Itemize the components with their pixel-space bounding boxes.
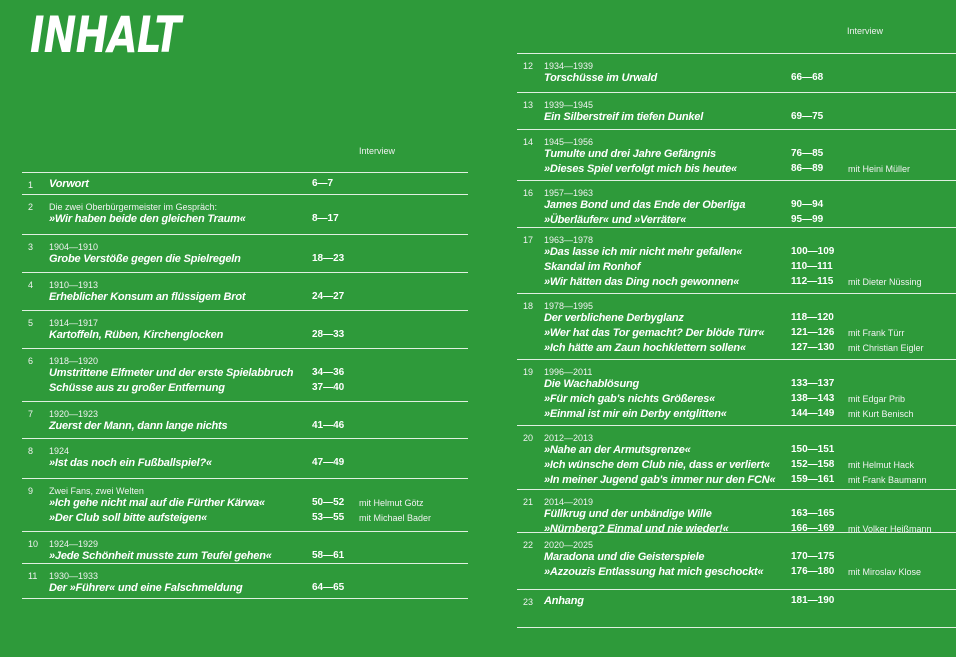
chapter-title[interactable]: Anhang bbox=[544, 595, 584, 607]
chapter-title[interactable]: Ein Silberstreif im tiefen Dunkel bbox=[544, 111, 704, 123]
chapter-period: Die zwei Oberbürgermeister im Gespräch: bbox=[49, 202, 218, 212]
chapter-title[interactable]: »Azzouzis Entlassung hat mich geschockt« bbox=[544, 566, 764, 578]
chapter-period: 1945—1956 bbox=[544, 137, 594, 147]
toc-line[interactable] bbox=[22, 550, 468, 564]
chapter-number: 8 bbox=[28, 446, 34, 456]
page-range: 34—36 bbox=[312, 367, 345, 378]
chapter-number: 18 bbox=[523, 301, 534, 311]
page-range: 159—161 bbox=[791, 474, 835, 485]
chapter-title[interactable]: Füllkrug und der unbändige Wille bbox=[544, 508, 712, 520]
toc-column-left bbox=[22, 172, 468, 592]
chapter-title[interactable]: Torschüsse im Urwald bbox=[544, 72, 657, 84]
toc-line[interactable] bbox=[22, 382, 468, 396]
page-range: 127—130 bbox=[791, 342, 835, 353]
chapter-title[interactable]: Erheblicher Konsum an flüssigem Brot bbox=[49, 291, 246, 303]
interview-partner: mit Miroslav Klose bbox=[848, 567, 922, 577]
toc-entry bbox=[517, 227, 956, 293]
toc-line[interactable] bbox=[517, 508, 956, 522]
interview-partner: mit Volker Heißmann bbox=[848, 524, 932, 534]
chapter-title[interactable]: Schüsse aus zu großer Entfernung bbox=[49, 382, 225, 394]
chapter-number: 1 bbox=[28, 180, 34, 190]
chapter-title[interactable]: »In meiner Jugend gab's immer nur den FCN« bbox=[544, 474, 776, 486]
chapter-number: 22 bbox=[523, 540, 534, 550]
chapter-number: 3 bbox=[28, 242, 34, 252]
toc-entry bbox=[517, 489, 956, 535]
interview-partner: mit Helmut Hack bbox=[848, 460, 915, 470]
chapter-title[interactable]: James Bond und das Ende der Oberliga bbox=[544, 199, 746, 211]
toc-entry bbox=[517, 53, 956, 92]
chapter-period: 1996—2011 bbox=[544, 367, 593, 377]
page-range: 76—85 bbox=[791, 148, 824, 159]
chapter-title[interactable]: »Nürnberg? Einmal und nie wieder!« bbox=[544, 523, 729, 535]
page-range: 163—165 bbox=[791, 508, 835, 519]
chapter-title[interactable]: Zuerst der Mann, dann lange nichts bbox=[49, 420, 228, 432]
interview-partner: mit Michael Bader bbox=[359, 513, 432, 523]
toc-line[interactable] bbox=[517, 459, 956, 473]
interview-partner: mit Kurt Benisch bbox=[848, 409, 914, 419]
toc-line[interactable] bbox=[22, 178, 468, 192]
interview-partner: mit Heini Müller bbox=[848, 164, 911, 174]
toc-line[interactable] bbox=[517, 163, 956, 177]
chapter-title[interactable]: »Dieses Spiel verfolgt mich bis heute« bbox=[544, 163, 737, 175]
toc-entry bbox=[22, 563, 468, 592]
chapter-period: 1920—1923 bbox=[49, 409, 99, 419]
toc-column-right bbox=[517, 53, 956, 609]
chapter-number: 16 bbox=[523, 188, 534, 198]
toc-entry bbox=[22, 234, 468, 272]
chapter-period: 1978—1995 bbox=[544, 301, 594, 311]
interview-partner: mit Dieter Nüssing bbox=[848, 277, 922, 287]
toc-line[interactable] bbox=[517, 393, 956, 407]
chapter-title[interactable]: Kartoffeln, Rüben, Kirchenglocken bbox=[49, 329, 224, 341]
chapter-period: 1934—1939 bbox=[544, 61, 594, 71]
page-range: 18—23 bbox=[312, 253, 345, 264]
interview-partner: mit Helmut Götz bbox=[359, 498, 424, 508]
page-range: 112—115 bbox=[791, 276, 834, 287]
divider bbox=[517, 627, 956, 628]
page-range: 8—17 bbox=[312, 213, 339, 224]
chapter-title[interactable]: Maradona und die Geisterspiele bbox=[544, 551, 705, 563]
toc-line[interactable] bbox=[22, 253, 468, 267]
chapter-period: 1924—1929 bbox=[49, 539, 99, 549]
toc-line[interactable] bbox=[517, 327, 956, 341]
chapter-title[interactable]: »Jede Schönheit musste zum Teufel gehen« bbox=[49, 550, 272, 562]
toc-line[interactable] bbox=[22, 367, 468, 381]
chapter-number: 21 bbox=[523, 497, 534, 507]
chapter-title[interactable]: »Der Club soll bitte aufsteigen« bbox=[49, 512, 208, 524]
interview-partner: mit Edgar Prib bbox=[848, 394, 906, 404]
chapter-title[interactable]: »Wir haben beide den gleichen Traum« bbox=[49, 213, 246, 225]
toc-line[interactable] bbox=[517, 246, 956, 260]
page-range: 118—120 bbox=[791, 312, 834, 323]
toc-entry bbox=[22, 172, 468, 194]
toc-line[interactable] bbox=[517, 474, 956, 488]
toc-line[interactable] bbox=[517, 378, 956, 392]
toc-entry bbox=[22, 272, 468, 310]
toc-line[interactable] bbox=[517, 342, 956, 356]
chapter-title[interactable]: »Überläufer« und »Verräter« bbox=[544, 214, 687, 226]
chapter-title[interactable]: »Das lasse ich mir nicht mehr gefallen« bbox=[544, 246, 743, 258]
interview-partner: mit Frank Türr bbox=[848, 328, 905, 338]
page-range: 144—149 bbox=[791, 408, 835, 419]
chapter-number: 4 bbox=[28, 280, 34, 290]
page-range: 28—33 bbox=[312, 329, 345, 340]
page-range: 69—75 bbox=[791, 111, 824, 122]
toc-entry bbox=[22, 310, 468, 348]
chapter-period: 1914—1917 bbox=[49, 318, 99, 328]
chapter-title[interactable]: »Wir hätten das Ding noch gewonnen« bbox=[544, 276, 740, 288]
page-range: 176—180 bbox=[791, 566, 835, 577]
chapter-title[interactable]: Vorwort bbox=[49, 178, 89, 190]
chapter-title[interactable]: Der »Führer« und eine Falschmeldung bbox=[49, 582, 243, 594]
chapter-number: 19 bbox=[523, 367, 534, 377]
toc-entry bbox=[22, 348, 468, 401]
toc-line[interactable] bbox=[517, 276, 956, 290]
chapter-number: 14 bbox=[523, 137, 534, 147]
toc-line[interactable] bbox=[517, 444, 956, 458]
page-range: 150—151 bbox=[791, 444, 835, 455]
toc-line[interactable] bbox=[517, 551, 956, 565]
toc-line[interactable] bbox=[517, 595, 956, 609]
interview-partner: mit Christian Eigler bbox=[848, 343, 924, 353]
chapter-number: 20 bbox=[523, 433, 534, 443]
chapter-number: 5 bbox=[28, 318, 34, 328]
chapter-period: 2014—2019 bbox=[544, 497, 594, 507]
page-range: 138—143 bbox=[791, 393, 835, 404]
chapter-title[interactable]: »Einmal ist mir ein Derby entglitten« bbox=[544, 408, 727, 420]
page-range: 41—46 bbox=[312, 420, 345, 431]
chapter-number: 11 bbox=[28, 571, 38, 581]
toc-line[interactable] bbox=[22, 329, 468, 343]
toc-entry bbox=[517, 425, 956, 489]
page-range: 47—49 bbox=[312, 457, 345, 468]
toc-line[interactable] bbox=[517, 214, 956, 228]
chapter-period: Zwei Fans, zwei Welten bbox=[49, 486, 144, 496]
page-range: 170—175 bbox=[791, 551, 835, 562]
toc-entry bbox=[517, 532, 956, 589]
toc-line[interactable] bbox=[517, 566, 956, 580]
page-range: 50—52 bbox=[312, 497, 345, 508]
toc-line[interactable] bbox=[517, 312, 956, 326]
page-range: 37—40 bbox=[312, 382, 345, 393]
page-title: INHALT bbox=[30, 6, 181, 64]
chapter-period: 1918—1920 bbox=[49, 356, 99, 366]
toc-entry bbox=[22, 194, 468, 234]
toc-line[interactable] bbox=[22, 497, 468, 511]
toc-entry bbox=[517, 293, 956, 359]
chapter-title[interactable]: »Für mich gab's nichts Größeres« bbox=[544, 393, 716, 405]
chapter-number: 2 bbox=[28, 202, 34, 212]
chapter-number: 13 bbox=[523, 100, 534, 110]
chapter-title[interactable]: Skandal im Ronhof bbox=[544, 261, 641, 273]
toc-entry bbox=[517, 92, 956, 129]
page-range: 95—99 bbox=[791, 214, 824, 225]
page-range: 66—68 bbox=[791, 72, 824, 83]
chapter-period: 2012—2013 bbox=[544, 433, 594, 443]
page-range: 53—55 bbox=[312, 512, 345, 523]
divider bbox=[22, 598, 468, 599]
toc-line[interactable] bbox=[22, 582, 468, 596]
chapter-title[interactable]: Tumulte und drei Jahre Gefängnis bbox=[544, 148, 716, 160]
page-range: 6—7 bbox=[312, 178, 334, 189]
interview-column-header-left: Interview bbox=[359, 146, 396, 156]
chapter-number: 9 bbox=[28, 486, 34, 496]
toc-line[interactable] bbox=[517, 148, 956, 162]
chapter-title[interactable]: Grobe Verstöße gegen die Spielregeln bbox=[49, 253, 241, 265]
page-range: 24—27 bbox=[312, 291, 345, 302]
chapter-number: 23 bbox=[523, 597, 534, 607]
page-range: 58—61 bbox=[312, 550, 345, 561]
toc-entry bbox=[517, 180, 956, 227]
chapter-period: 1957—1963 bbox=[544, 188, 594, 198]
chapter-title[interactable]: »Ich hätte am Zaun hochklettern sollen« bbox=[544, 342, 746, 354]
toc-line[interactable] bbox=[22, 291, 468, 305]
chapter-title[interactable]: Die Wachablösung bbox=[544, 378, 639, 390]
page-range: 100—109 bbox=[791, 246, 835, 257]
chapter-period: 1910—1913 bbox=[49, 280, 99, 290]
chapter-title[interactable]: »Ist das noch ein Fußballspiel?« bbox=[49, 457, 212, 469]
page-range: 110—111 bbox=[791, 261, 833, 272]
toc-line[interactable] bbox=[517, 199, 956, 213]
chapter-period: 2020—2025 bbox=[544, 540, 594, 550]
toc-line[interactable] bbox=[517, 111, 956, 125]
chapter-period: 1939—1945 bbox=[544, 100, 594, 110]
toc-entry bbox=[517, 589, 956, 609]
chapter-title[interactable]: »Wer hat das Tor gemacht? Der blöde Türr« bbox=[544, 327, 765, 339]
chapter-number: 7 bbox=[28, 409, 34, 419]
toc-entry bbox=[22, 401, 468, 438]
page-range: 181—190 bbox=[791, 595, 835, 606]
page-range: 86—89 bbox=[791, 163, 824, 174]
chapter-number: 17 bbox=[523, 235, 534, 245]
chapter-number: 10 bbox=[28, 539, 39, 549]
toc-entry bbox=[517, 129, 956, 180]
page-range: 64—65 bbox=[312, 582, 345, 593]
chapter-title[interactable]: »Nahe an der Armutsgrenze« bbox=[544, 444, 691, 456]
toc-line[interactable] bbox=[22, 420, 468, 434]
chapter-number: 12 bbox=[523, 61, 534, 71]
interview-partner: mit Frank Baumann bbox=[848, 475, 927, 485]
toc-line[interactable] bbox=[22, 512, 468, 526]
toc-entry bbox=[22, 478, 468, 531]
page-range: 121—126 bbox=[791, 327, 835, 338]
interview-column-header-right: Interview bbox=[847, 26, 884, 36]
chapter-title[interactable]: »Ich gehe nicht mal auf die Fürther Kärwa« bbox=[49, 497, 265, 509]
chapter-title[interactable]: Umstrittene Elfmeter und der erste Spielabbruch bbox=[49, 367, 294, 379]
page-range: 90—94 bbox=[791, 199, 824, 210]
toc-line[interactable] bbox=[22, 457, 468, 471]
toc-entry bbox=[22, 531, 468, 563]
toc-entry bbox=[517, 359, 956, 425]
toc-line[interactable] bbox=[517, 408, 956, 422]
page-range: 133—137 bbox=[791, 378, 835, 389]
chapter-title[interactable]: »Ich wünsche dem Club nie, dass er verliert« bbox=[544, 459, 770, 471]
toc-entry bbox=[22, 438, 468, 478]
chapter-period: 1924 bbox=[49, 446, 70, 456]
chapter-title[interactable]: Der verblichene Derbyglanz bbox=[544, 312, 684, 324]
toc-line[interactable] bbox=[517, 72, 956, 86]
chapter-number: 6 bbox=[28, 356, 34, 366]
toc-line[interactable] bbox=[517, 261, 956, 275]
toc-line[interactable] bbox=[22, 213, 468, 227]
chapter-period: 1904—1910 bbox=[49, 242, 99, 252]
page-range: 166—169 bbox=[791, 523, 835, 534]
chapter-period: 1963—1978 bbox=[544, 235, 594, 245]
page-range: 152—158 bbox=[791, 459, 835, 470]
chapter-period: 1930—1933 bbox=[49, 571, 99, 581]
